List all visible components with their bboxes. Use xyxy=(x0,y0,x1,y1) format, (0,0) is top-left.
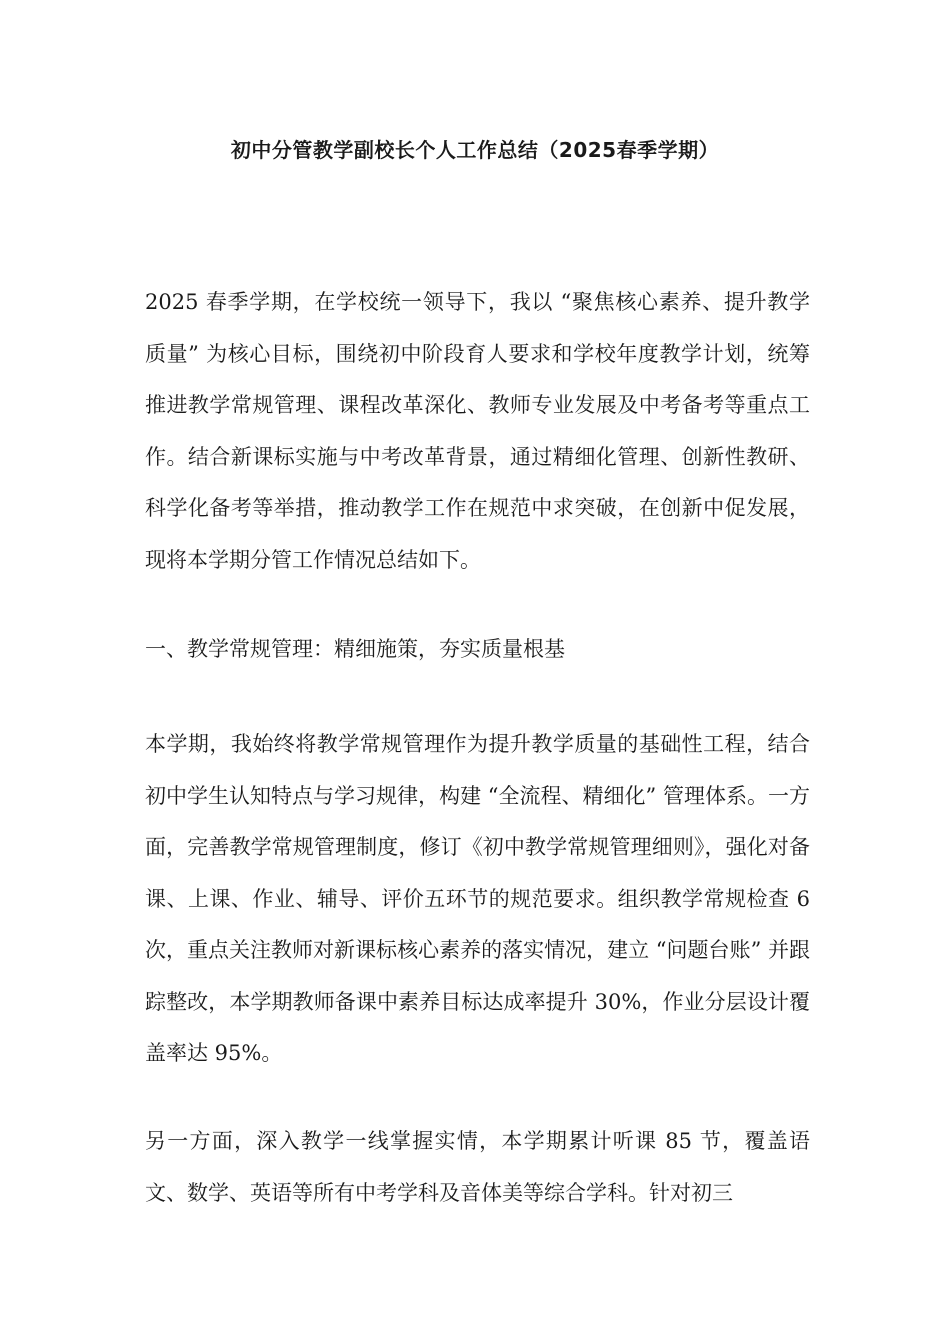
document-title: 初中分管教学副校长个人工作总结（2025春季学期） xyxy=(230,138,720,162)
body-paragraph: 本学期，我始终将教学常规管理作为提升教学质量的基础性工程，结合初中学生认知特点与学习规律，构建 “全流程、精细化” 管理体系。一方面，完善教学常规管理制度，修订《初中教学常规管理细则》，强化对备课、上课、作业、辅导、评价五环节的规范要求。组织教学常规检查 6 次，重点关注教师对新课标核心素养的落实情况，建立 “问题台账” 并跟踪整改，本学期教师备课中素养目标达成率提升 30%，作业分层设计覆盖率达 95%。 xyxy=(145,732,810,1065)
section-heading: 一、教学常规管理：精细施策，夯实质量根基 xyxy=(145,637,565,661)
body-paragraph: 另一方面，深入教学一线掌握实情，本学期累计听课 85 节，覆盖语文、数学、英语等所有中考学科及音体美等综合学科。针对初三 xyxy=(145,1129,810,1205)
intro-paragraph: 2025 春季学期，在学校统一领导下，我以 “聚焦核心素养、提升教学质量” 为核心目标，围绕初中阶段育人要求和学校年度教学计划，统筹推进教学常规管理、课程改革深化、教师专业发展及中考备考等重点工作。结合新课标实施与中考改革背景，通过精细化管理、创新性教研、科学化备考等举措，推动教学工作在规范中求突破，在创新中促发展，现将本学期分管工作情况总结如下。 xyxy=(145,290,810,572)
